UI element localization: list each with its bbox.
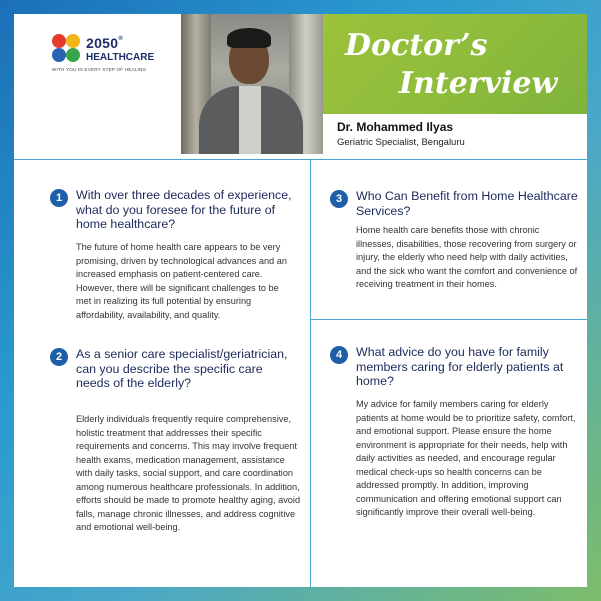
logo-registered-mark: ® <box>118 36 124 42</box>
answer-text: The future of home health care appears to be very promising, driven by technological advances and an increased emphasis on patient-centered care. However, there will be significant challenges to be met in realizing its full potential by ensuring affordability, availability, and quality. <box>76 242 287 320</box>
question-text: What advice do you have for family members caring for elderly patients at home? <box>356 345 564 388</box>
answer-text: Elderly individuals frequently require comprehensive, holistic treatment that addresses their specific requirements and concerns. This may involve frequent health exams, medication management, assistance with daily tasks, social support, and care coordination among numerous healthcare professionals. In addition, efforts should be made to promote healthy aging, avoid falls, manage chronic illnesses, and address cognitive and emotional well-being. <box>76 414 301 532</box>
divider-right-column <box>310 319 587 320</box>
question-number-badge: 4 <box>330 346 348 364</box>
question-number-badge: 1 <box>50 189 68 207</box>
doctor-role: Geriatric Specialist, Bengaluru <box>337 137 465 148</box>
logo-wordmark <box>86 36 154 63</box>
brand-logo <box>52 34 192 94</box>
title-banner <box>323 14 587 114</box>
interview-card <box>14 14 587 587</box>
logo-tagline: WITH YOU IN EVERY STEP OF HEALING <box>52 67 147 72</box>
logo-dots-icon <box>52 34 82 64</box>
question-number-badge: 2 <box>50 348 68 366</box>
answer-text: My advice for family members caring for elderly patients at home would be to prioritize safety, comfort, and emotional support. Please ensure the home environment is appropriate for their needs, help with daily activities as needed, and encourage regular medical check-ups so health concerns can be addressed promptly. In addition, improving communication and offering emotional support can significantly improve their overall well-being. <box>356 399 576 517</box>
answer-text: Home health care benefits those with chronic illnesses, disabilities, those recovering from surgery or injury, the elderly who need help with daily activities, and the sick who want the comfort and convenience of receiving treatment in their homes. <box>356 225 578 289</box>
question-number-badge: 3 <box>330 190 348 208</box>
question-text: Who Can Benefit from Home Healthcare Services? <box>356 189 578 218</box>
banner-title-line2: Interview <box>399 66 558 101</box>
question-text: With over three decades of experience, what do you foresee for the future of home healthcare? <box>76 188 292 231</box>
question-text: As a senior care specialist/geriatrician, can you describe the specific care needs of the elderly? <box>76 347 288 390</box>
banner-title-line1: Doctor’s <box>345 28 488 63</box>
doctor-name: Dr. Mohammed Ilyas <box>337 120 454 134</box>
doctor-photo <box>181 14 323 154</box>
divider-vertical <box>310 159 311 587</box>
logo-brand: HEALTHCARE <box>86 52 155 63</box>
logo-number: 2050 <box>86 35 119 51</box>
divider-horizontal <box>14 159 587 160</box>
